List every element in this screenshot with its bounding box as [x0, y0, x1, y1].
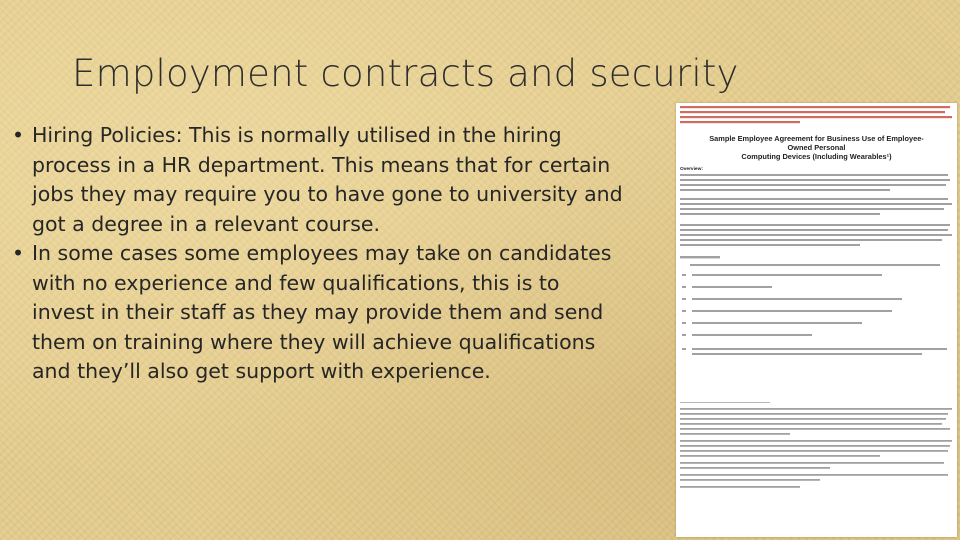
document-image	[676, 103, 957, 537]
document-body-text	[676, 172, 957, 532]
red-text-line	[680, 106, 950, 108]
red-text-line	[680, 116, 952, 118]
document-overview-heading: Overview:	[680, 167, 703, 172]
bullet-line: them on training where they will achieve qualifications	[32, 329, 596, 354]
bullet-line: In some cases some employees may take on candidates	[32, 241, 612, 265]
document-note-lines	[676, 105, 957, 125]
document-title	[702, 134, 931, 161]
red-text-line	[680, 111, 945, 113]
bullet-marker: •	[12, 123, 25, 147]
bullet-item	[12, 121, 680, 239]
slide-title: Employment contracts and security	[72, 52, 739, 95]
bullet-line: jobs they may require you to have gone to university and	[32, 182, 623, 206]
bullet-line: invest in their staff as they may provide them and send	[32, 300, 604, 324]
bullet-line: got a degree in a relevant course.	[32, 211, 381, 236]
bullet-item	[12, 239, 680, 387]
document-title-line: Sample Employee Agreement for Business Use of Employee-Owned Personal	[709, 134, 924, 152]
bullet-line: with no experience and few qualifications, this is to	[32, 270, 560, 295]
bullet-list	[12, 121, 680, 387]
bullet-line: and they’ll also get support with experience.	[32, 359, 491, 383]
bullet-line: process in a HR department. This means that for certain	[32, 152, 611, 177]
bullet-marker: •	[12, 241, 25, 265]
bullet-line: Hiring Policies: This is normally utilised in the hiring	[32, 123, 562, 147]
red-text-line	[680, 121, 800, 123]
document-title-line: Computing Devices (Including Wearables¹)	[741, 152, 892, 161]
